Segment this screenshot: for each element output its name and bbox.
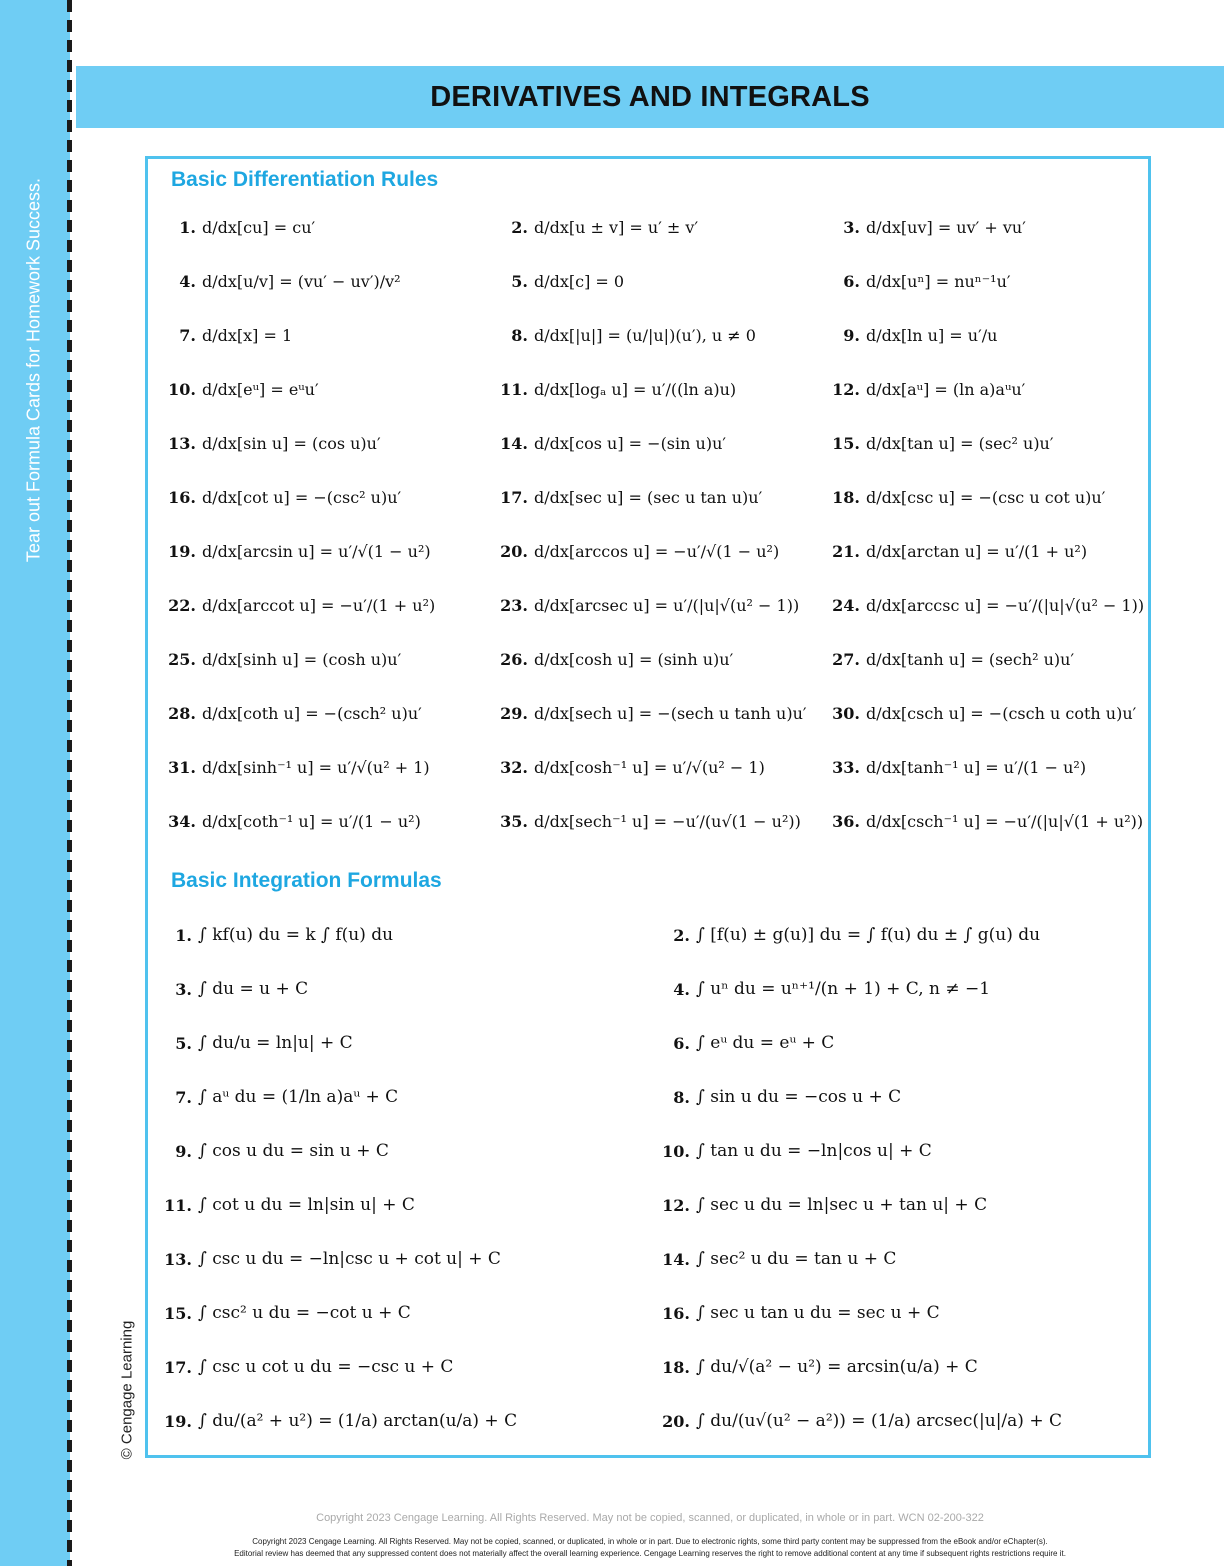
formula-expression: ∫ sec u du = ln|sec u + tan u| + C — [696, 1195, 988, 1215]
formula-expression: ∫ sec u tan u du = sec u + C — [696, 1303, 940, 1323]
formula-number: 19. — [164, 1411, 192, 1431]
rule-number: 22. — [168, 595, 196, 615]
rule-number: 19. — [168, 541, 196, 561]
publisher-credit: © Cengage Learning — [118, 1320, 136, 1460]
formula-expression: ∫ aᵘ du = (1/ln a)aᵘ + C — [198, 1087, 399, 1107]
title-banner — [76, 66, 1224, 128]
diff-rule — [492, 200, 698, 254]
diff-rule — [492, 632, 733, 686]
integration-formula — [654, 1178, 987, 1232]
rule-formula: d/dx[tanh u] = (sech² u)u′ — [866, 649, 1075, 669]
rule-number: 27. — [832, 649, 860, 669]
integration-formula — [156, 1394, 517, 1448]
footer-legal-line-2: Editorial review has deemed that any suppressed content does not materially affect the overall learning experience. Cengage Learning reserves the right to remove additional content at any time if subsequent rights restrictions require it. — [234, 1549, 1066, 1558]
formula-number: 11. — [164, 1195, 192, 1215]
rule-number: 17. — [500, 487, 528, 507]
rule-formula: d/dx[uⁿ] = nuⁿ⁻¹u′ — [866, 271, 1011, 291]
integration-formula — [156, 962, 308, 1016]
formula-number: 3. — [175, 979, 192, 999]
diff-rule — [492, 686, 807, 740]
diff-rule — [824, 740, 1086, 794]
rule-number: 12. — [832, 379, 860, 399]
diff-rule — [492, 254, 624, 308]
formula-number: 13. — [164, 1249, 192, 1269]
rule-number: 26. — [500, 649, 528, 669]
formula-expression: ∫ cos u du = sin u + C — [198, 1141, 389, 1161]
rule-formula: d/dx[tan u] = (sec² u)u′ — [866, 433, 1054, 453]
diff-rule — [824, 686, 1136, 740]
formula-number: 20. — [662, 1411, 690, 1431]
rule-number: 31. — [168, 757, 196, 777]
integration-formula — [654, 1070, 901, 1124]
rule-formula: d/dx[arccos u] = −u′/√(1 − u²) — [534, 541, 780, 561]
rule-formula: d/dx[uv] = uv′ + vu′ — [866, 217, 1026, 237]
formula-number: 17. — [164, 1357, 192, 1377]
diff-rule — [824, 578, 1144, 632]
rule-formula: d/dx[coth⁻¹ u] = u′/(1 − u²) — [202, 811, 421, 831]
side-tagline: Tear out Formula Cards for Homework Success. — [23, 177, 44, 563]
diff-rule — [824, 470, 1105, 524]
diff-rule — [824, 416, 1054, 470]
formula-expression: ∫ sin u du = −cos u + C — [696, 1087, 902, 1107]
formula-number: 14. — [662, 1249, 690, 1269]
diff-rule — [492, 308, 756, 362]
rule-number: 24. — [832, 595, 860, 615]
formula-expression: ∫ du/(a² + u²) = (1/a) arctan(u/a) + C — [198, 1411, 518, 1431]
integration-formula — [654, 1286, 940, 1340]
diff-rule — [492, 794, 801, 848]
formula-expression: ∫ [f(u) ± g(u)] du = ∫ f(u) du ± ∫ g(u) du — [696, 925, 1041, 945]
integration-formula — [654, 1124, 932, 1178]
formula-expression: ∫ sec² u du = tan u + C — [696, 1249, 897, 1269]
formula-number: 7. — [175, 1087, 192, 1107]
formula-expression: ∫ du = u + C — [198, 979, 309, 999]
rule-formula: d/dx[sec u] = (sec u tan u)u′ — [534, 487, 763, 507]
rule-formula: d/dx[arcsin u] = u′/√(1 − u²) — [202, 541, 431, 561]
rule-formula: d/dx[arccsc u] = −u′/(|u|√(u² − 1)) — [866, 595, 1145, 615]
footer-legal — [76, 1536, 1224, 1560]
diff-rule — [160, 416, 381, 470]
formula-number: 16. — [662, 1303, 690, 1323]
formula-expression: ∫ cot u du = ln|sin u| + C — [198, 1195, 415, 1215]
rule-number: 28. — [168, 703, 196, 723]
rule-number: 23. — [500, 595, 528, 615]
diff-rule — [160, 578, 435, 632]
rule-formula: d/dx[csc u] = −(csc u cot u)u′ — [866, 487, 1106, 507]
integration-formula — [156, 1340, 453, 1394]
rule-number: 36. — [832, 811, 860, 831]
formula-expression: ∫ du/u = ln|u| + C — [198, 1033, 353, 1053]
rule-formula: d/dx[|u|] = (u/|u|)(u′), u ≠ 0 — [534, 325, 756, 345]
rule-number: 25. — [168, 649, 196, 669]
formula-number: 18. — [662, 1357, 690, 1377]
diff-rule — [160, 686, 422, 740]
rule-formula: d/dx[aᵘ] = (ln a)aᵘu′ — [866, 379, 1026, 399]
diff-rule — [492, 524, 779, 578]
diff-rule — [824, 254, 1011, 308]
rule-number: 29. — [500, 703, 528, 723]
rule-formula: d/dx[cot u] = −(csc² u)u′ — [202, 487, 402, 507]
rule-number: 7. — [179, 325, 196, 345]
rule-formula: d/dx[sin u] = (cos u)u′ — [202, 433, 381, 453]
formula-number: 4. — [673, 979, 690, 999]
diff-rule — [160, 794, 421, 848]
rule-number: 14. — [500, 433, 528, 453]
integration-formula — [156, 1124, 389, 1178]
integration-formula — [156, 1178, 415, 1232]
rule-formula: d/dx[tanh⁻¹ u] = u′/(1 − u²) — [866, 757, 1087, 777]
diff-rule — [824, 200, 1026, 254]
diff-rule — [824, 632, 1074, 686]
rule-number: 6. — [843, 271, 860, 291]
rule-formula: d/dx[sinh u] = (cosh u)u′ — [202, 649, 402, 669]
differentiation-title: Basic Differentiation Rules — [171, 168, 439, 191]
rule-number: 20. — [500, 541, 528, 561]
rule-formula: d/dx[csch u] = −(csch u coth u)u′ — [866, 703, 1137, 723]
rule-formula: d/dx[cos u] = −(sin u)u′ — [534, 433, 727, 453]
formula-number: 5. — [175, 1033, 192, 1053]
rule-number: 33. — [832, 757, 860, 777]
rule-formula: d/dx[logₐ u] = u′/((ln a)u) — [534, 379, 737, 399]
formula-expression: ∫ csc² u du = −cot u + C — [198, 1303, 411, 1323]
rule-formula: d/dx[sech u] = −(sech u tanh u)u′ — [534, 703, 807, 723]
rule-number: 10. — [168, 379, 196, 399]
integration-formula — [654, 1232, 896, 1286]
diff-rule — [824, 308, 997, 362]
diff-rule — [160, 200, 315, 254]
formula-expression: ∫ du/(u√(u² − a²)) = (1/a) arcsec(|u|/a) + C — [696, 1411, 1062, 1431]
rule-number: 5. — [511, 271, 528, 291]
diff-rule — [160, 470, 401, 524]
integration-formula — [156, 1016, 353, 1070]
rule-number: 34. — [168, 811, 196, 831]
integration-formula — [156, 1232, 501, 1286]
diff-rule — [160, 362, 319, 416]
rule-number: 9. — [843, 325, 860, 345]
rule-number: 1. — [179, 217, 196, 237]
rule-number: 15. — [832, 433, 860, 453]
rule-formula: d/dx[x] = 1 — [202, 325, 293, 345]
rule-number: 30. — [832, 703, 860, 723]
integration-formula — [654, 1340, 978, 1394]
rule-formula: d/dx[cu] = cu′ — [202, 217, 316, 237]
formula-expression: ∫ tan u du = −ln|cos u| + C — [696, 1141, 932, 1161]
formula-expression: ∫ du/√(a² − u²) = arcsin(u/a) + C — [696, 1357, 978, 1377]
tear-dashed-line — [67, 0, 72, 1566]
diff-rule — [492, 362, 736, 416]
formula-number: 2. — [673, 925, 690, 945]
formula-expression: ∫ eᵘ du = eᵘ + C — [696, 1033, 835, 1053]
rule-number: 13. — [168, 433, 196, 453]
rule-number: 3. — [843, 217, 860, 237]
integration-title: Basic Integration Formulas — [171, 869, 442, 892]
formula-expression: ∫ csc u du = −ln|csc u + cot u| + C — [198, 1249, 501, 1269]
rule-number: 18. — [832, 487, 860, 507]
formula-number: 6. — [673, 1033, 690, 1053]
diff-rule — [492, 416, 726, 470]
integration-formula — [654, 908, 1040, 962]
formula-expression: ∫ uⁿ du = uⁿ⁺¹/(n + 1) + C, n ≠ −1 — [696, 979, 991, 999]
rule-number: 2. — [511, 217, 528, 237]
diff-rule — [492, 740, 765, 794]
rule-formula: d/dx[cosh⁻¹ u] = u′/√(u² − 1) — [534, 757, 765, 777]
integration-formula — [156, 1286, 411, 1340]
diff-rule — [160, 524, 431, 578]
page-title: DERIVATIVES AND INTEGRALS — [430, 80, 870, 113]
formula-number: 12. — [662, 1195, 690, 1215]
diff-rule — [160, 308, 292, 362]
rule-formula: d/dx[u ± v] = u′ ± v′ — [534, 217, 699, 237]
rule-formula: d/dx[arctan u] = u′/(1 + u²) — [866, 541, 1088, 561]
integration-formula — [156, 908, 393, 962]
integration-formula — [156, 1070, 398, 1124]
rule-number: 21. — [832, 541, 860, 561]
rule-number: 32. — [500, 757, 528, 777]
rule-formula: d/dx[ln u] = u′/u — [866, 325, 998, 345]
diff-rule — [160, 740, 430, 794]
formula-number: 10. — [662, 1141, 690, 1161]
rule-formula: d/dx[coth u] = −(csch² u)u′ — [202, 703, 422, 723]
formula-number: 8. — [673, 1087, 690, 1107]
footer-copyright: Copyright 2023 Cengage Learning. All Rights Reserved. May not be copied, scanned, or duplicated, in whole or in part. WCN 02-200-322 — [316, 1512, 984, 1524]
diff-rule — [160, 632, 401, 686]
integration-formula — [654, 1394, 1062, 1448]
diff-rule — [492, 578, 799, 632]
formula-expression: ∫ kf(u) du = k ∫ f(u) du — [198, 925, 394, 945]
rule-number: 35. — [500, 811, 528, 831]
rule-formula: d/dx[arccot u] = −u′/(1 + u²) — [202, 595, 436, 615]
diff-rule — [824, 524, 1087, 578]
footer-legal-line-1: Copyright 2023 Cengage Learning. All Rights Reserved. May not be copied, scanned, or duplicated, in whole or in part. Due to electronic rights, some third party content may be suppressed from the eBook and/or eChapter(s). — [252, 1537, 1048, 1546]
rule-formula: d/dx[u/v] = (vu′ − uv′)/v² — [202, 271, 401, 291]
rule-number: 4. — [179, 271, 196, 291]
diff-rule — [160, 254, 401, 308]
rule-number: 8. — [511, 325, 528, 345]
rule-number: 11. — [500, 379, 528, 399]
formula-number: 9. — [175, 1141, 192, 1161]
diff-rule — [492, 470, 762, 524]
integration-formula — [654, 1016, 834, 1070]
rule-formula: d/dx[csch⁻¹ u] = −u′/(|u|√(1 + u²)) — [866, 811, 1144, 831]
formula-expression: ∫ csc u cot u du = −csc u + C — [198, 1357, 454, 1377]
rule-formula: d/dx[cosh u] = (sinh u)u′ — [534, 649, 734, 669]
diff-rule — [824, 362, 1025, 416]
rule-formula: d/dx[eᵘ] = eᵘu′ — [202, 379, 319, 399]
rule-formula: d/dx[c] = 0 — [534, 271, 625, 291]
formula-number: 15. — [164, 1303, 192, 1323]
rule-number: 16. — [168, 487, 196, 507]
integration-formula — [654, 962, 990, 1016]
formula-number: 1. — [175, 925, 192, 945]
rule-formula: d/dx[sech⁻¹ u] = −u′/(u√(1 − u²)) — [534, 811, 801, 831]
rule-formula: d/dx[sinh⁻¹ u] = u′/√(u² + 1) — [202, 757, 430, 777]
rule-formula: d/dx[arcsec u] = u′/(|u|√(u² − 1)) — [534, 595, 800, 615]
diff-rule — [824, 794, 1143, 848]
